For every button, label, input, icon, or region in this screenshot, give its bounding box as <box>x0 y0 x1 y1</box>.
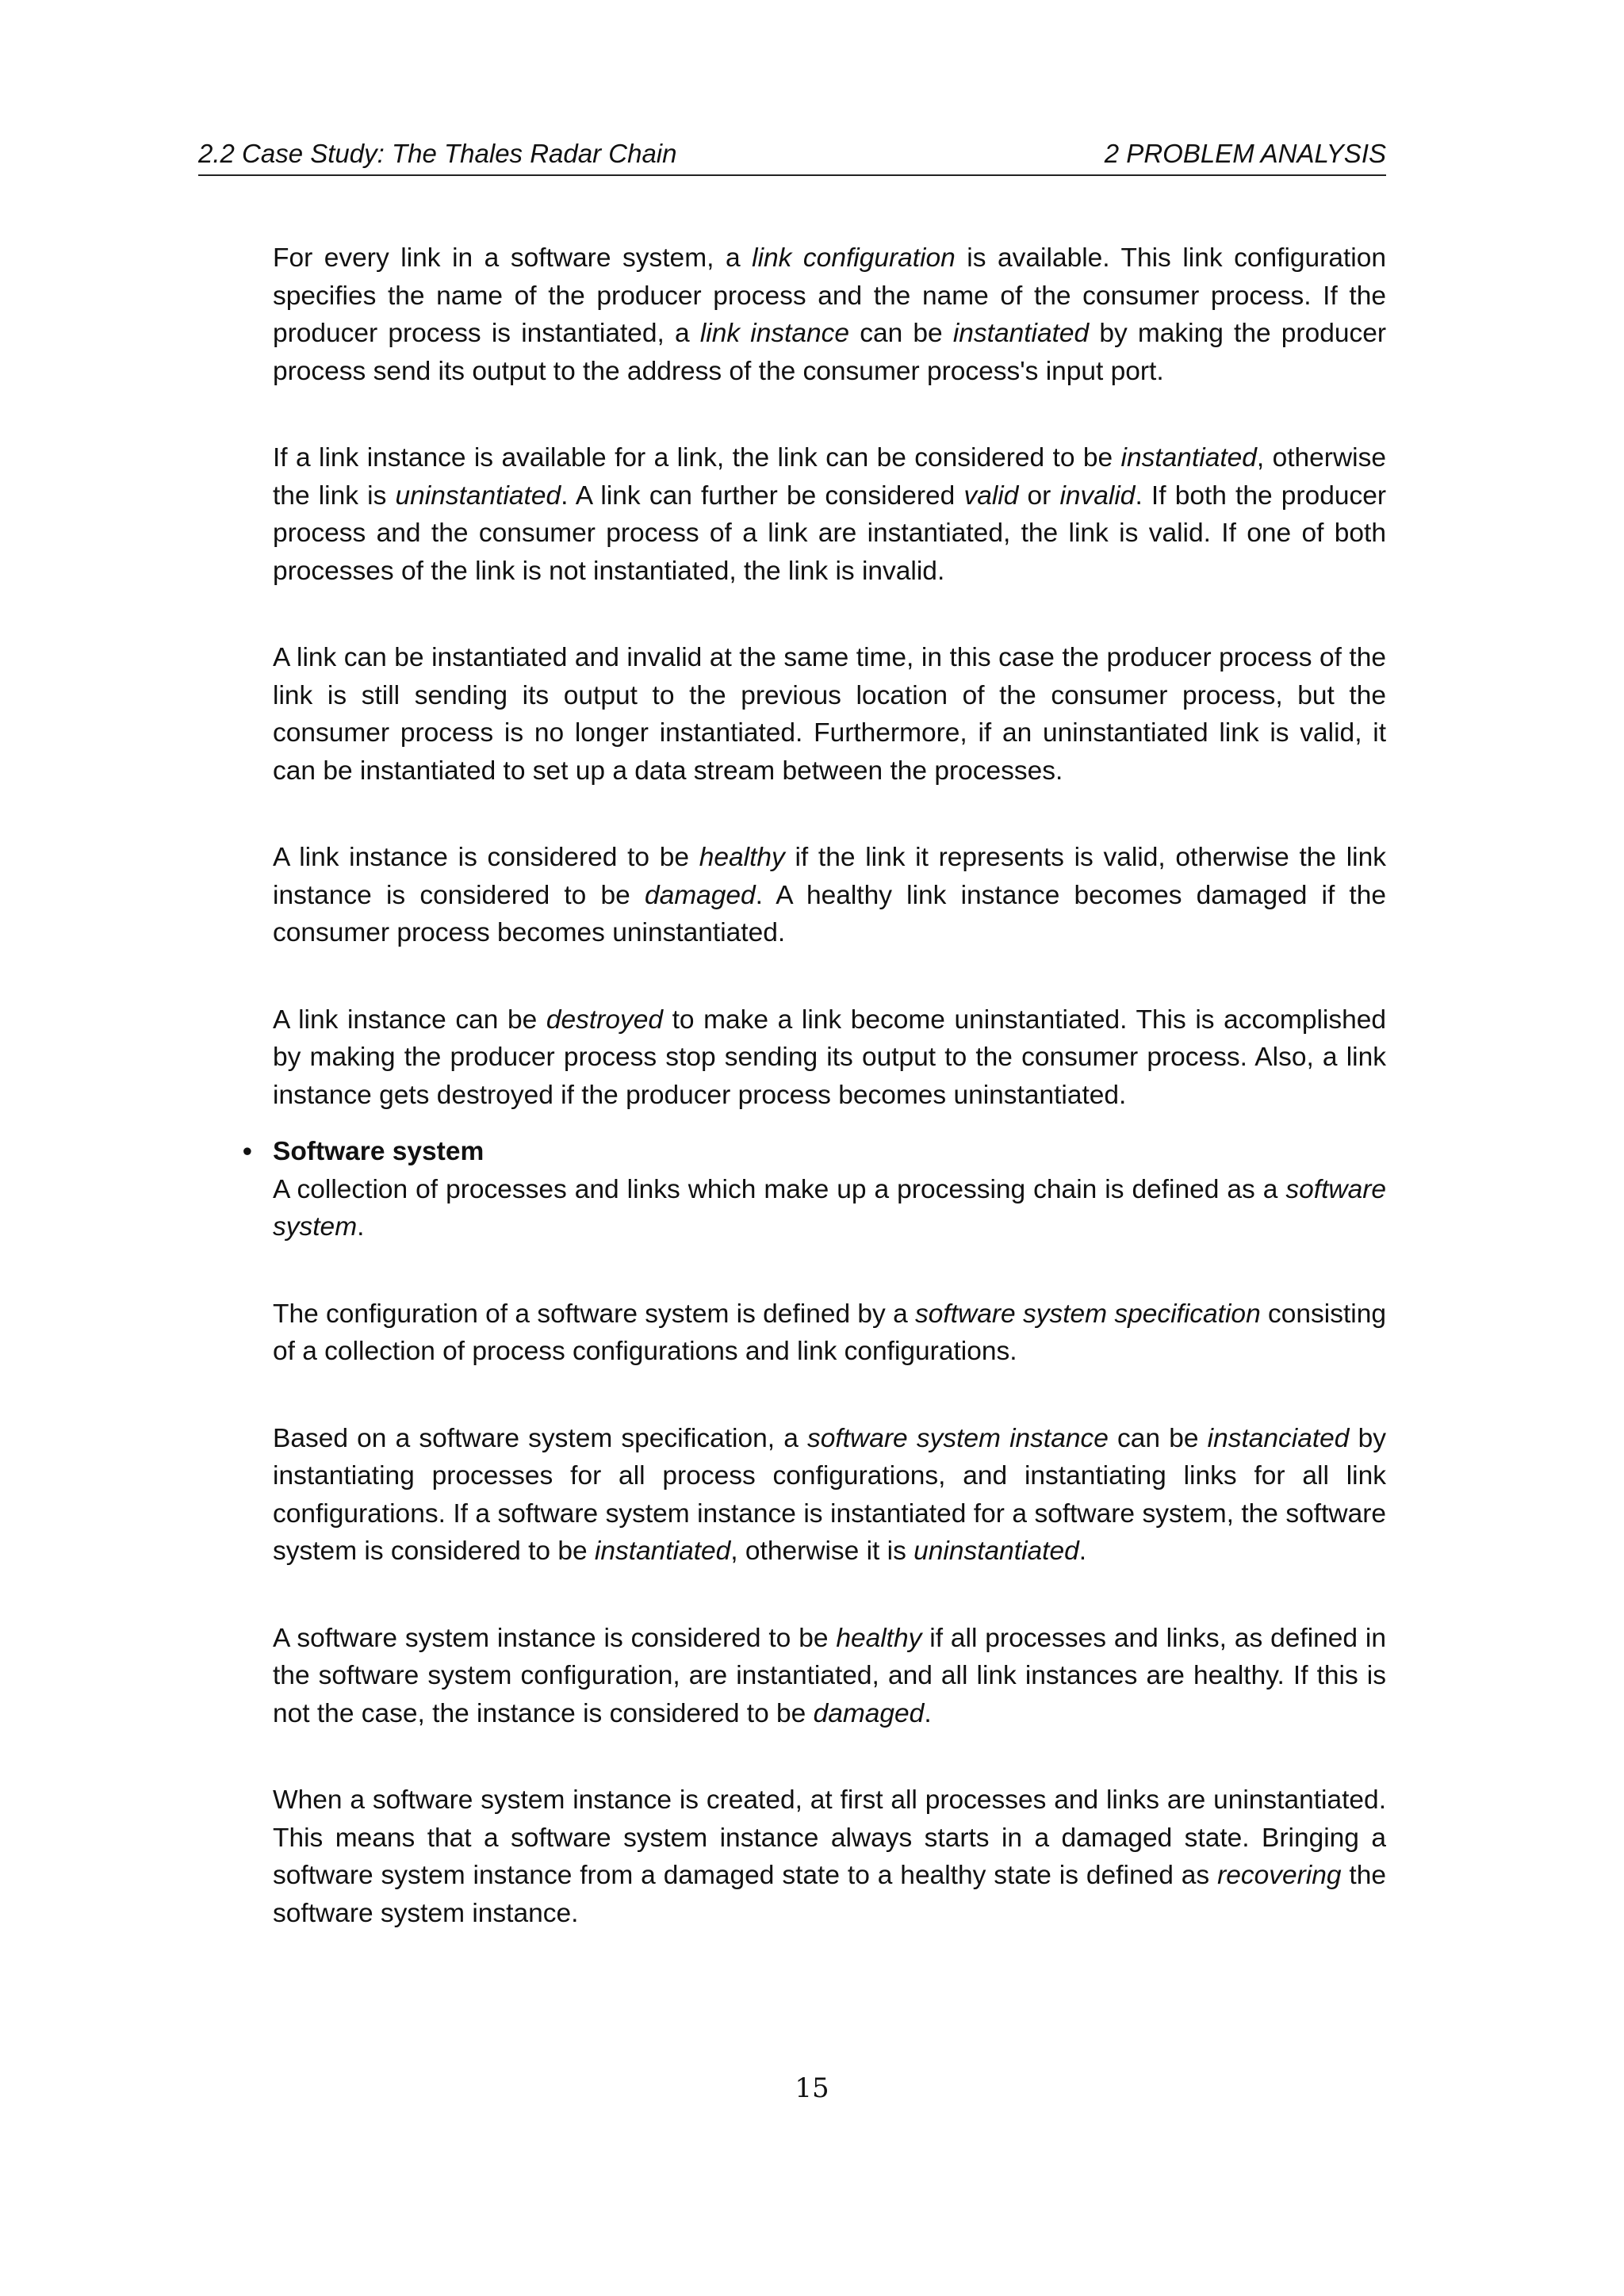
term-software-system: software system <box>273 1174 1386 1242</box>
paragraph-recovering <box>273 1781 1386 1932</box>
text-run: to make a link become uninstantiated. This is accomplished by making the producer process stop sending its output to the consumer process. Also, a link instance gets destroyed if the producer process becomes uninstantiated. <box>273 1004 1386 1110</box>
header-chapter-title: 2 PROBLEM ANALYSIS <box>1104 139 1386 168</box>
text-run: by making the producer process send its output to the address of the consumer process's input port. <box>273 319 1387 386</box>
text-run: can be <box>1108 1423 1208 1453</box>
term-software-system-instance: software system instance <box>807 1423 1109 1453</box>
term-uninstantiated: uninstantiated <box>914 1536 1079 1566</box>
page-body <box>243 239 1387 1981</box>
term-destroyed: destroyed <box>546 1004 663 1035</box>
text-run: the software system instance. <box>273 1861 1386 1928</box>
text-run: . A link can further be considered <box>561 480 964 511</box>
term-instantiated: instantiated <box>594 1536 731 1566</box>
paragraph-system-health <box>273 1620 1386 1733</box>
text-run: A software system instance is considered to be <box>273 1623 837 1653</box>
text-run: or <box>1018 480 1060 511</box>
text-run: A link can be instantiated and invalid at the same time, in this case the producer process of the link is still sending its output to the previous location of the consumer process, but the consumer process is no longer instantiated. Furthermore, if an uninstantiated link is valid, it can be instantiated to set up a data stream between the processes. <box>273 643 1386 786</box>
paragraph-link-configuration <box>273 239 1386 390</box>
paragraph-link-health <box>273 839 1386 952</box>
term-software-system-specification: software system specification <box>915 1299 1261 1329</box>
paragraph-system-instance <box>273 1420 1386 1571</box>
text-run: consisting of a collection of process configurations and link configurations. <box>273 1299 1386 1366</box>
paragraph-instantiated-invalid <box>273 639 1386 790</box>
header-section-title: 2.2 Case Study: The Thales Radar Chain <box>198 139 677 168</box>
text-run: . <box>924 1698 932 1728</box>
text-run: When a software system instance is created, at first all processes and links are uninstantiated. This means that a software system instance always starts in a damaged state. Bringing a software system instance from a damaged state to a healthy state is defined as <box>273 1785 1386 1890</box>
bullet-icon: • <box>243 1137 252 1166</box>
paragraph-link-validity <box>273 439 1386 590</box>
term-damaged: damaged <box>813 1698 925 1728</box>
text-run: Based on a software system specification, a <box>273 1423 808 1453</box>
term-uninstantiated: uninstantiated <box>395 480 561 511</box>
text-run: If a link instance is available for a link, the link can be considered to be <box>273 443 1121 473</box>
term-instanciated: instanciated <box>1207 1423 1350 1453</box>
text-run: For every link in a software system, a <box>273 243 753 273</box>
text-run: can be <box>849 319 953 348</box>
paragraph-link-destroyed <box>273 1001 1386 1115</box>
text-run: by instantiating processes for all process configurations, and instantiating links for all link configurations. If a software system instance is instantiated for a software system, the software system is considered to be <box>273 1423 1386 1566</box>
term-invalid: invalid <box>1059 480 1136 511</box>
text-run: . If both the producer process and the consumer process of a link are instantiated, the link is valid. If one of both processes of the link is not instantiated, the link is invalid. <box>273 480 1387 586</box>
term-link-configuration: link configuration <box>752 243 956 273</box>
text-run: . <box>357 1212 365 1242</box>
text-run: is available. This link configuration specifies the name of the producer process and the name of the consumer process. If the producer process is instantiated, a <box>273 243 1386 348</box>
text-run: A collection of processes and links which make up a processing chain is defined as a <box>273 1174 1286 1204</box>
text-run: The configuration of a software system is defined by a <box>273 1299 916 1329</box>
text-run: A link instance can be <box>273 1004 546 1035</box>
term-recovering: recovering <box>1217 1861 1342 1890</box>
text-run: , otherwise the link is <box>273 443 1386 511</box>
page-number: 15 <box>795 2072 829 2104</box>
term-valid: valid <box>963 480 1019 511</box>
text-run: if all processes and links, as defined in the software system configuration, are instantiated, and all link instances are healthy. If this is not the case, the instance is considered to be <box>273 1623 1386 1728</box>
term-link-instance: link instance <box>699 319 850 348</box>
running-header <box>198 135 1386 176</box>
term-instantiated: instantiated <box>952 319 1090 348</box>
text-run: A link instance is considered to be <box>273 843 699 872</box>
term-damaged: damaged <box>644 880 756 910</box>
text-run: . A healthy link instance becomes damaged if the consumer process becomes uninstantiated. <box>273 880 1387 947</box>
term-healthy: healthy <box>699 843 785 872</box>
bullet-heading: Software system <box>273 1137 485 1166</box>
paragraph-system-specification <box>273 1295 1386 1371</box>
text-run: , otherwise it is <box>730 1536 914 1566</box>
text-run: if the link it represents is valid, otherwise the link instance is considered to be <box>273 843 1386 910</box>
term-healthy: healthy <box>836 1623 922 1653</box>
term-instantiated: instantiated <box>1120 443 1257 473</box>
text-run: . <box>1078 1536 1087 1566</box>
bullet-software-system <box>243 1133 1386 1246</box>
